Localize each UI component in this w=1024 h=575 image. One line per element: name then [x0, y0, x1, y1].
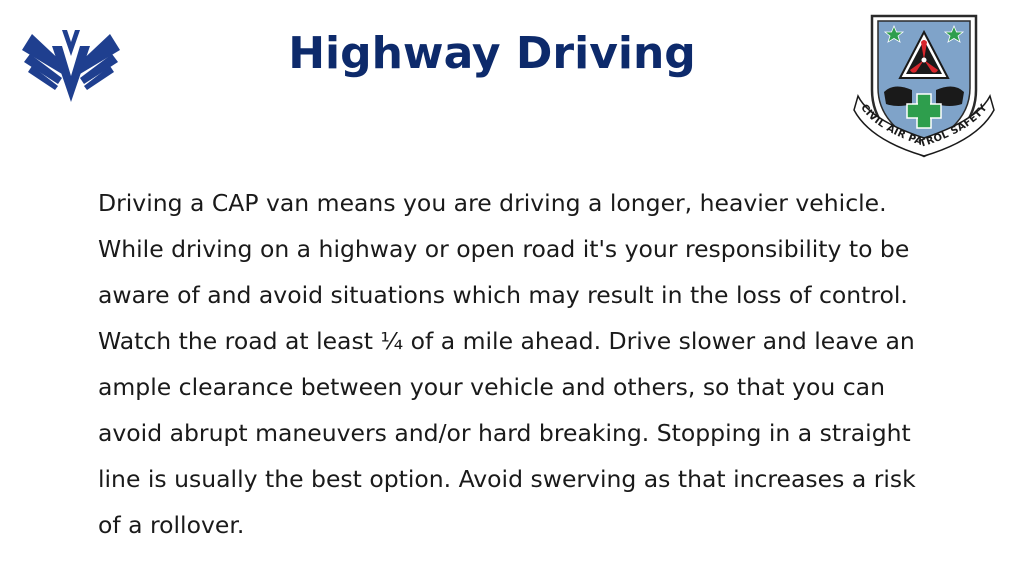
civil-air-patrol-safety-emblem-icon — [850, 12, 998, 160]
slide-body-text: Driving a CAP van means you are driving a longer, heavier vehicle. While driving on a highway or open road it's your responsibility to be aware of and avoid situations which may result in the loss of control. Watch the road at least ¼ of a mile ahead. Drive slower and leave an ample clearance between your vehicle and others, so that you can avoid abrupt maneuvers and/or hard breaking. Stopping in a straight line is usually the best option. Avoid swerving as that increases a risk of a rollover. — [98, 189, 916, 539]
emblem-ribbon-text: CIVIL AIR PATROL SAFETY — [858, 102, 990, 150]
slide-title: Highway Driving — [288, 28, 696, 79]
